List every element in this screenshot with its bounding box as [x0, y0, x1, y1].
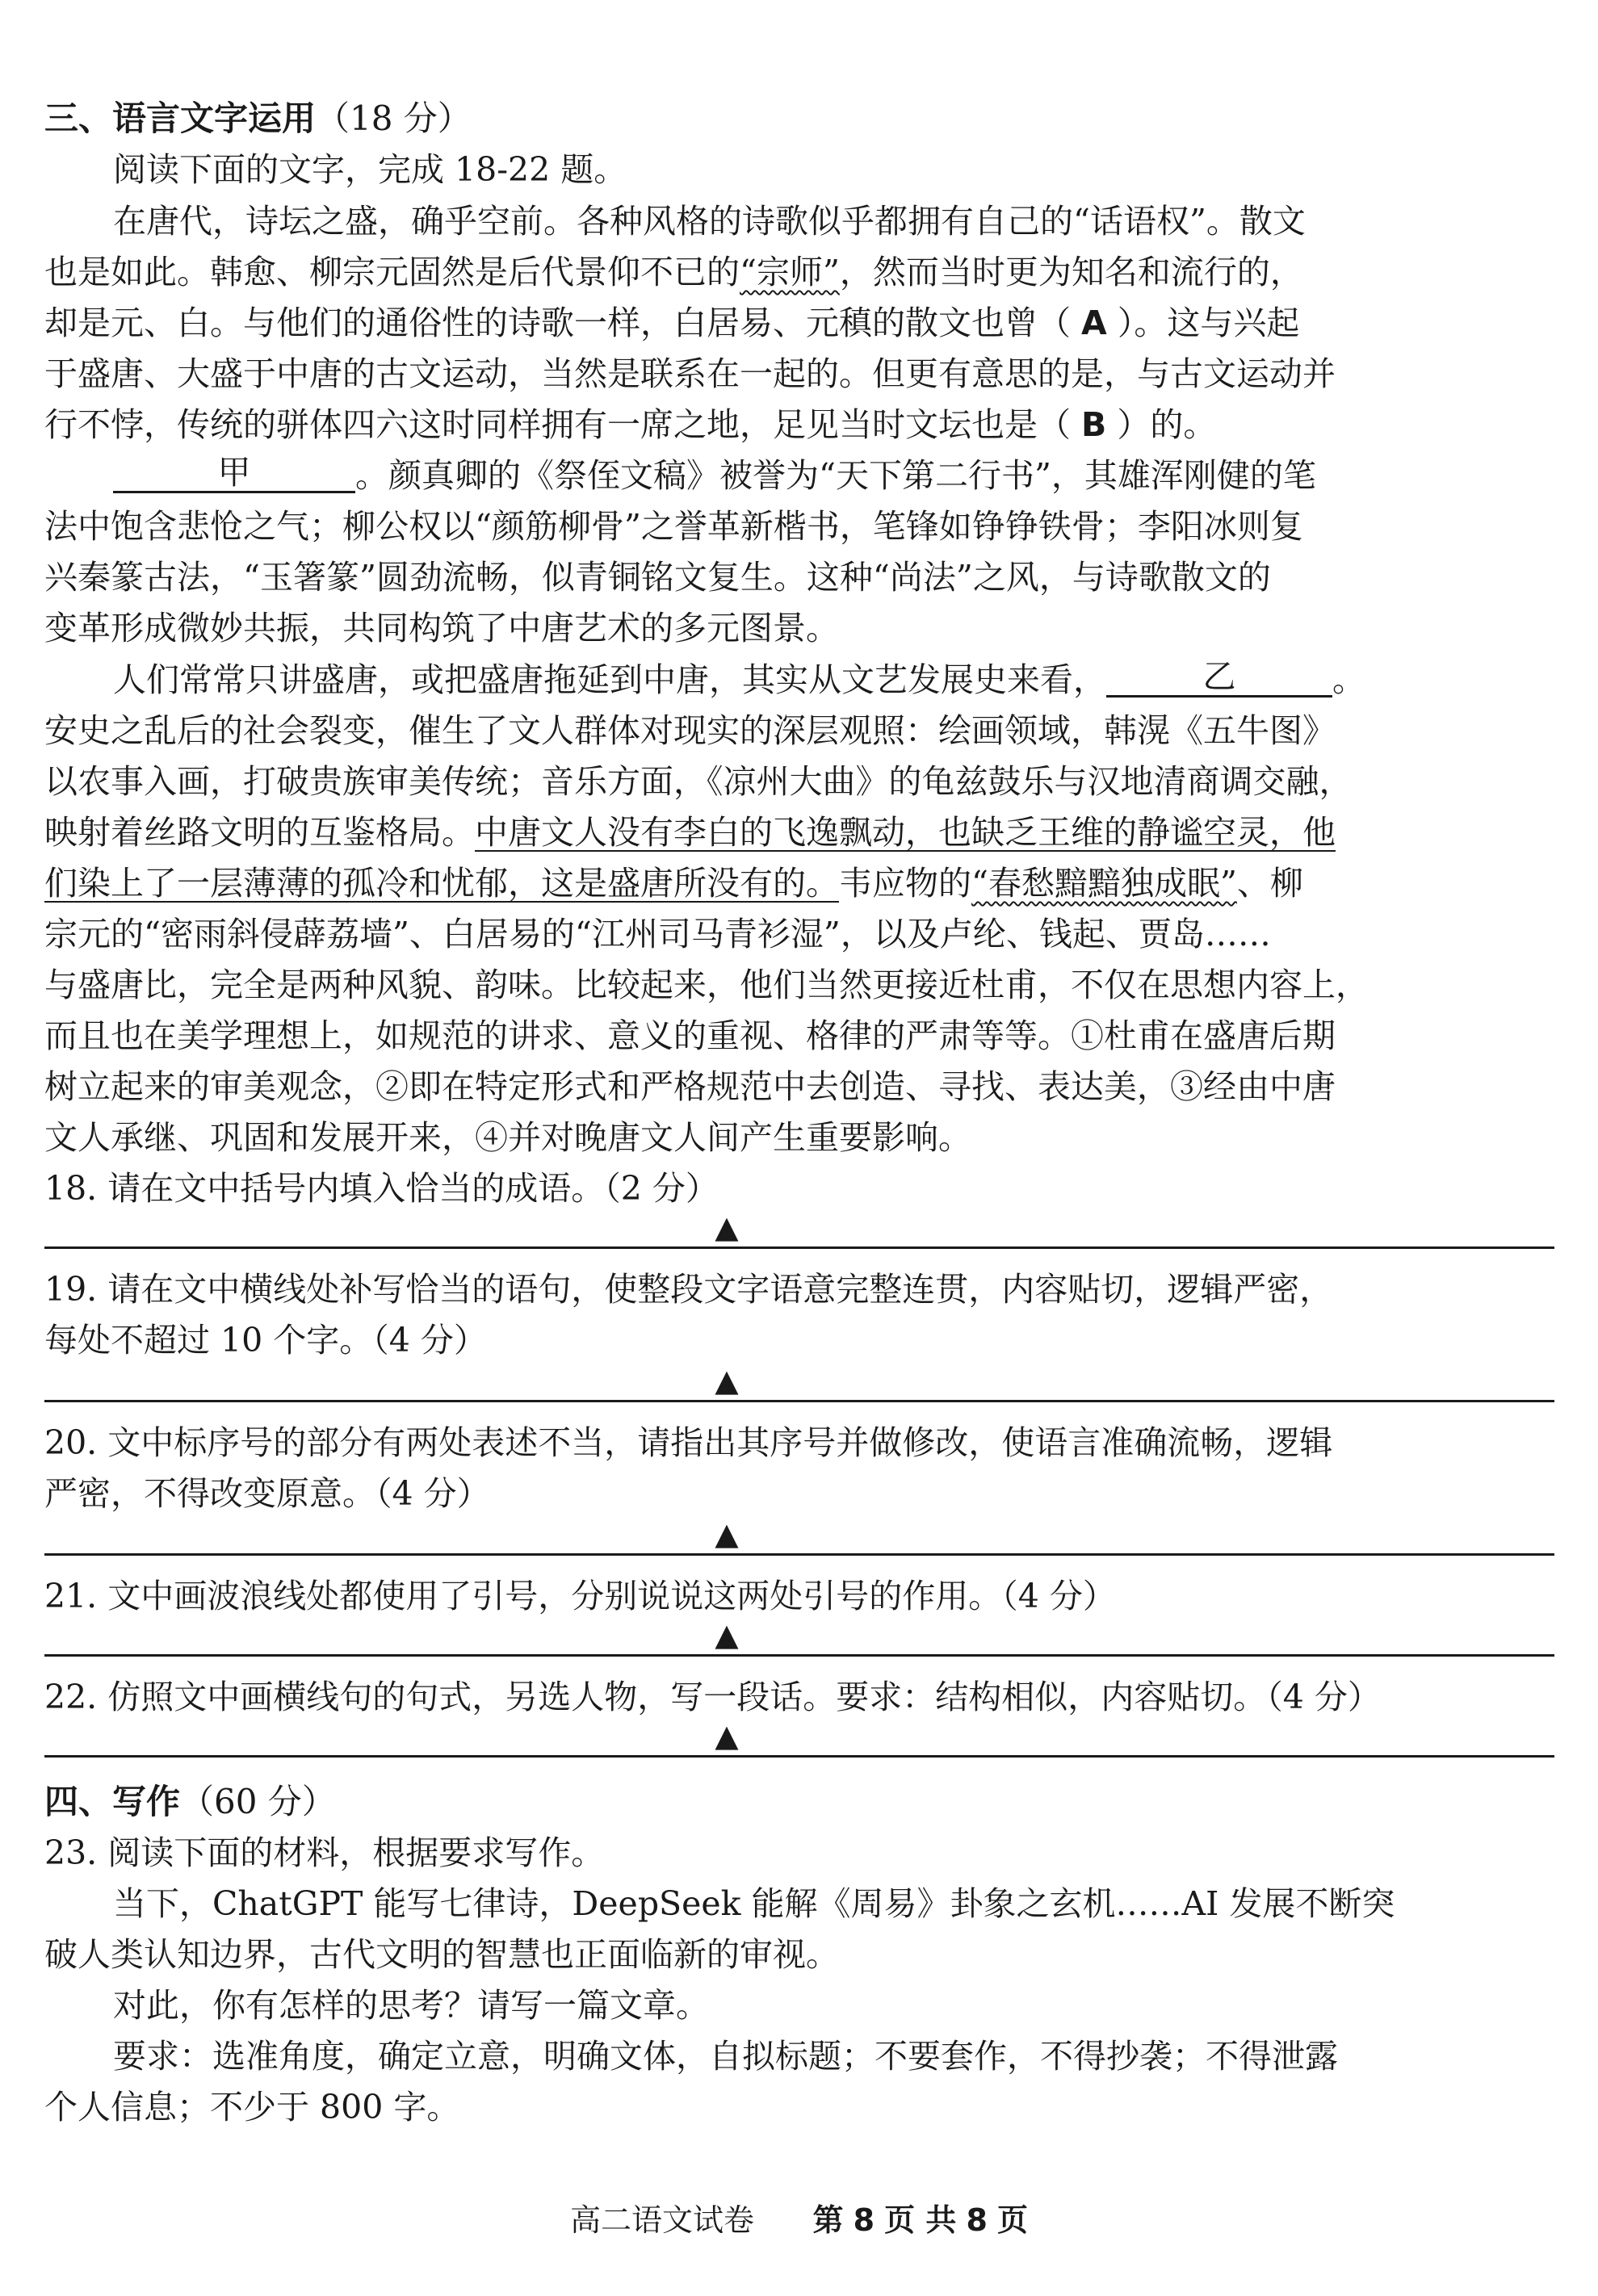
text-run: ，然而当时更为知名和流行的， [839, 253, 1303, 291]
question-19: 19. 请在文中横线处补写恰当的语句，使整段文字语意完整连贯，内容贴切，逻辑严密， [44, 1270, 1333, 1309]
text-run: ）的。 [1117, 405, 1217, 444]
blank-jia: 甲 [113, 454, 355, 493]
blank-mark-b: B [1081, 405, 1107, 444]
passage-line: 树立起来的审美观念，②即在特定形式和严格规范中去创造、寻找、表达美，③经由中唐 [44, 1067, 1336, 1106]
question-21: 21. 文中画波浪线处都使用了引号，分别说说这两处引号的作用。（4 分） [44, 1577, 1116, 1615]
section4-points: （60 分） [180, 1782, 336, 1821]
passage-line [44, 246, 1554, 298]
passage-line [113, 450, 1554, 501]
text-run: 。颜真卿的《祭侄文稿》被誉为“天下第二行书”，其雄浑刚健的笔 [355, 456, 1316, 495]
page-prefix: 第 [812, 2202, 844, 2238]
passage-line: 变革形成微妙共振，共同构筑了中唐艺术的多元图景。 [44, 609, 839, 647]
answer-line-20[interactable] [44, 1553, 1554, 1556]
page-number: 8 [853, 2202, 875, 2238]
passage-line: 文人承继、巩固和发展开来，④并对晚唐文人间产生重要影响。 [44, 1118, 971, 1157]
wavy-quote-zongshi: “宗师” [740, 253, 840, 291]
passage-line [44, 857, 1554, 909]
passage-line [44, 807, 1554, 858]
text-run: ）。这与兴起 [1117, 304, 1300, 342]
answer-line-22[interactable] [44, 1755, 1554, 1758]
text-run: 。 [1332, 660, 1365, 699]
blank-yi: 乙 [1106, 658, 1332, 698]
text-run: 却是元、白。与他们的通俗性的诗歌一样，白居易、元稹的散文也曾（ [44, 304, 1071, 342]
passage-line: 兴秦篆古法，“玉箸篆”圆劲流畅，似青铜铭文复生。这种“尚法”之风，与诗歌散文的 [44, 558, 1271, 597]
exam-name: 高二语文试卷 [569, 2202, 754, 2238]
text-run: 行不悖，传统的骈体四六这时同样拥有一席之地，足见当时文坛也是（ [44, 405, 1071, 444]
passage-line: 法中饱含悲怆之气；柳公权以“颜筋柳骨”之誉革新楷书，笔锋如铮铮铁骨；李阳冰则复 [44, 507, 1303, 546]
material-line: 对此，你有怎样的思考？请写一篇文章。 [113, 1986, 709, 2025]
requirements-line: 个人信息；不少于 800 字。 [44, 2088, 460, 2126]
text-run: 也是如此。韩愈、柳宗元固然是后代景仰不已的 [44, 253, 740, 291]
answer-line-19[interactable] [44, 1400, 1554, 1402]
passage-line [44, 297, 1554, 349]
passage-line: 于盛唐、大盛于中唐的古文运动，当然是联系在一起的。但更有意思的是，与古文运动并 [44, 354, 1336, 393]
section3-intro: 阅读下面的文字，完成 18-22 题。 [113, 150, 627, 189]
passage-line [44, 399, 1554, 450]
section3-header [44, 93, 1554, 145]
passage-line: 在唐代，诗坛之盛，确乎空前。各种风格的诗歌似乎都拥有自己的“话语权”。散文 [113, 202, 1306, 241]
answer-mark-22: ▲ [715, 1718, 739, 1753]
requirements-line: 要求：选准角度，确定立意，明确文体，自拟标题；不要套作，不得抄袭；不得泄露 [113, 2037, 1338, 2076]
page-footer [0, 2196, 1598, 2244]
answer-mark-20: ▲ [715, 1516, 739, 1552]
material-line: 当下，ChatGPT 能写七律诗，DeepSeek 能解《周易》卦象之玄机……AI 发展不断突 [113, 1884, 1395, 1923]
text-run: 映射着丝路文明的互鉴格局。 [44, 813, 475, 852]
question-22: 22. 仿照文中画横线句的句式，另选人物，写一段话。要求：结构相似，内容贴切。（4 分） [44, 1678, 1381, 1716]
question-20-cont: 严密，不得改变原意。（4 分） [44, 1474, 490, 1513]
question-23: 23. 阅读下面的材料，根据要求写作。 [44, 1833, 605, 1872]
answer-mark-18: ▲ [715, 1209, 739, 1245]
answer-line-21[interactable] [44, 1654, 1554, 1657]
passage-line: 与盛唐比，完全是两种风貌、韵味。比较起来，他们当然更接近杜甫，不仅在思想内容上， [44, 966, 1369, 1004]
underlined-sentence: 中唐文人没有李白的飞逸飘动，也缺乏王维的静谧空灵，他 [475, 813, 1336, 852]
passage-line: 而且也在美学理想上，如规范的讲求、意义的重视、格律的严肃等等。①杜甫在盛唐后期 [44, 1016, 1336, 1055]
answer-mark-21: ▲ [715, 1617, 739, 1653]
section3-title: 三、语言文字运用 [44, 98, 317, 138]
text-run: 韦应物的 [839, 864, 971, 903]
text-run: 人们常常只讲盛唐，或把盛唐拖延到中唐，其实从文艺发展史来看， [113, 660, 1106, 699]
answer-line-18[interactable] [44, 1246, 1554, 1249]
question-19-cont: 每处不超过 10 个字。（4 分） [44, 1321, 487, 1360]
passage-line: 以农事入画，打破贵族审美传统；音乐方面，《凉州大曲》的龟兹鼓乐与汉地清商调交融， [44, 762, 1353, 801]
text-run: 、柳 [1236, 864, 1303, 903]
page-mid: 页 共 [884, 2202, 957, 2238]
section4-title: 四、写作 [44, 1782, 181, 1821]
passage-line [113, 654, 1554, 706]
answer-mark-19: ▲ [715, 1363, 739, 1398]
section4-header [44, 1776, 1554, 1828]
blank-mark-a: A [1081, 304, 1107, 342]
passage-line: 安史之乱后的社会裂变，催生了文人群体对现实的深层观照：绘画领域，韩滉《五牛图》 [44, 711, 1336, 750]
section3-points: （18 分） [316, 98, 472, 138]
wavy-quote-chunchou: “春愁黯黯独成眠” [971, 864, 1237, 903]
material-line: 破人类认知边界，古代文明的智慧也正面临新的审视。 [44, 1935, 839, 1974]
page-total: 8 [966, 2202, 988, 2238]
underlined-sentence: 们染上了一层薄薄的孤冷和忧郁，这是盛唐所没有的。 [44, 864, 839, 903]
question-18: 18. 请在文中括号内填入恰当的成语。（2 分） [44, 1169, 719, 1208]
passage-line: 宗元的“密雨斜侵薜荔墙”、白居易的“江州司马青衫湿”，以及卢纶、钱起、贾岛…… [44, 915, 1271, 953]
question-20: 20. 文中标序号的部分有两处表述不当，请指出其序号并做修改，使语言准确流畅，逻辑 [44, 1423, 1333, 1462]
page-suffix: 页 [997, 2202, 1029, 2238]
